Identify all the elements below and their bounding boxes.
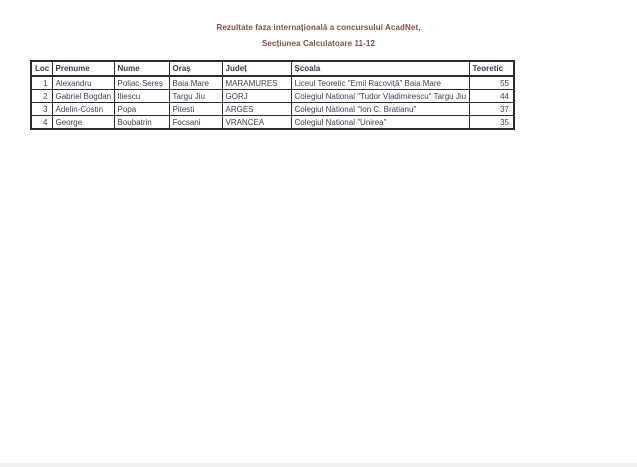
cell-teoretic: 55 <box>469 76 514 90</box>
cell-oras: Focsani <box>169 116 222 130</box>
cell-oras: Baia Mare <box>169 76 222 90</box>
cell-nume: Popa <box>114 103 169 116</box>
table-header-row <box>31 61 514 76</box>
column-header-nume: Nume <box>114 61 169 76</box>
column-header-scoala: Școala <box>291 61 469 76</box>
table-row <box>31 116 514 130</box>
cell-prenume: Gabriel Bogdan <box>52 90 114 103</box>
column-header-teoretic: Teoretic <box>469 61 514 76</box>
cell-judet: VRANCEA <box>222 116 291 130</box>
results-table-body <box>31 76 514 129</box>
cell-prenume: Alexandru <box>52 76 114 90</box>
doc-title-line1: Rezultate faza internațională a concursului AcadNet, <box>216 23 421 32</box>
cell-nume: Iliescu <box>114 90 169 103</box>
cell-scoala: Colegiul National "Tudor Vladimirescu" Targu Jiu <box>291 90 469 103</box>
column-header-judet: Județ <box>222 61 291 76</box>
doc-title-line2: Secțiunea Calculatoare 11-12 <box>261 39 376 48</box>
cell-scoala: Colegiul National "Unirea" <box>291 116 469 130</box>
cell-prenume: Adelin-Costin <box>52 103 114 116</box>
cell-oras: Pitesti <box>169 103 222 116</box>
cell-teoretic: 44 <box>469 90 514 103</box>
cell-teoretic: 37 <box>469 103 514 116</box>
column-header-loc: Loc <box>31 61 52 76</box>
cell-loc: 4 <box>31 116 52 130</box>
table-row <box>31 76 514 90</box>
cell-prenume: George <box>52 116 114 130</box>
table-row <box>31 103 514 116</box>
page-bottom-edge <box>0 463 637 467</box>
cell-loc: 1 <box>31 76 52 90</box>
cell-nume: Boubatrin <box>114 116 169 130</box>
cell-judet: ARGES <box>222 103 291 116</box>
results-table <box>30 60 515 130</box>
cell-scoala: Colegiul National "Ion C. Bratianu" <box>291 103 469 116</box>
cell-loc: 3 <box>31 103 52 116</box>
cell-scoala: Liceul Teoretic "Emil Racoviță" Baia Mare <box>291 76 469 90</box>
column-header-oras: Oraș <box>169 61 222 76</box>
table-row <box>31 90 514 103</box>
cell-loc: 2 <box>31 90 52 103</box>
cell-judet: MARAMURES <box>222 76 291 90</box>
cell-nume: Poliac-Sereș <box>114 76 169 90</box>
cell-oras: Targu Jiu <box>169 90 222 103</box>
column-header-prenume: Prenume <box>52 61 114 76</box>
cell-teoretic: 35 <box>469 116 514 130</box>
cell-judet: GORJ <box>222 90 291 103</box>
